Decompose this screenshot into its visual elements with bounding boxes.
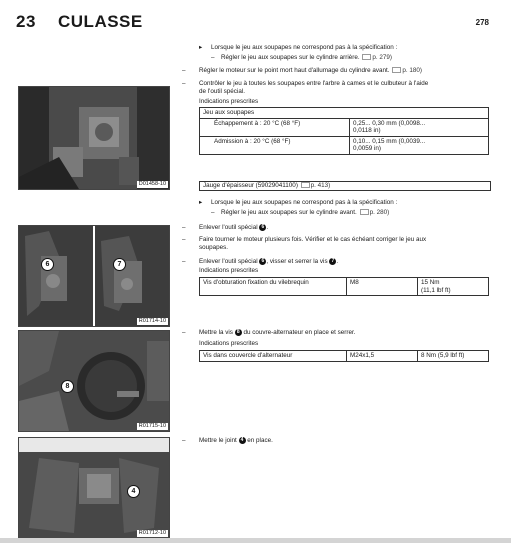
page-reference[interactable]: p. 280)	[369, 209, 390, 216]
page-reference[interactable]: p. 413)	[310, 182, 331, 189]
value-line: 0,10... 0,15 mm (0,0039...	[353, 137, 426, 145]
step-text	[199, 437, 273, 445]
engine-photo-tool-drawing	[19, 226, 169, 326]
table-row	[200, 278, 489, 296]
dash-icon: –	[211, 54, 215, 61]
table-cell-thread: M24x1,5	[347, 351, 418, 362]
page-ref-icon	[362, 54, 371, 60]
torque-line: 15 Nm	[421, 279, 440, 286]
page-ref-icon	[301, 182, 310, 188]
step-label: Mettre la vis	[199, 329, 233, 337]
step-text	[199, 258, 338, 266]
callout-4: 4	[127, 485, 140, 498]
table-cell-label: Échappement à : 20 °C (68 °F)	[200, 118, 350, 136]
photo-id-label: R01712-10	[138, 530, 166, 536]
callout-8: 8	[61, 380, 74, 393]
engine-photo-tool	[18, 225, 170, 327]
dash-icon: –	[182, 329, 186, 336]
page-number: 278	[475, 18, 489, 27]
number-badge: 8	[235, 329, 242, 336]
bottom-scrollbar[interactable]	[0, 538, 511, 543]
step-label: Enlever l'outil spécial	[199, 258, 258, 266]
value-line: 0,25... 0,30 mm (0,0098...	[353, 119, 426, 127]
number-badge: 6	[259, 258, 266, 265]
chapter-title: CULASSE	[58, 12, 143, 31]
condition-text: Lorsque le jeu aux soupapes ne correspond pas à la spécification :	[211, 199, 398, 206]
table-row	[200, 136, 489, 154]
photo-id-label: R01715-10	[138, 423, 166, 429]
step-label-end: .	[266, 224, 269, 232]
step-label-end: en place.	[247, 437, 273, 445]
number-badge: 4	[239, 437, 246, 444]
specification-heading: Indications prescrites	[199, 267, 259, 274]
step-text	[199, 329, 355, 337]
callout-7: 7	[113, 258, 126, 271]
page-ref-icon	[392, 67, 401, 73]
alternator-torque-table	[199, 350, 489, 362]
value-line: 0,0118 in)	[353, 127, 381, 134]
table-cell-part: Vis dans couvercle d'alternateur	[200, 351, 347, 362]
dash-icon: –	[182, 437, 186, 444]
dash-icon: –	[182, 224, 186, 231]
number-badge: 7	[329, 258, 336, 265]
table-cell-part: Vis d'obturation fixation du vilebrequin	[200, 278, 347, 296]
table-cell-value	[350, 118, 489, 136]
engine-photo-gasket-drawing	[19, 438, 169, 538]
step-label: Enlever l'outil spécial	[199, 224, 258, 232]
specification-heading: Indications prescrites	[199, 340, 259, 347]
callout-6: 6	[41, 258, 54, 271]
sub-step-label: Régler le jeu aux soupapes sur le cylindre arrière.	[221, 54, 360, 61]
condition-text: Lorsque le jeu aux soupapes ne correspond pas à la spécification :	[211, 44, 398, 51]
dash-icon: –	[182, 236, 186, 243]
step-text-line2: de l'outil spécial.	[199, 88, 246, 95]
step-text	[199, 67, 422, 75]
table-row	[200, 351, 489, 362]
dash-icon: –	[182, 67, 186, 74]
chapter-number: 23	[16, 12, 36, 31]
specification-heading: Indications prescrites	[199, 98, 259, 105]
sub-step-text	[221, 54, 392, 62]
torque-line: (11,1 lbf ft)	[421, 286, 451, 294]
bullet-icon: ▸	[199, 44, 203, 51]
tool-name: Jauge d'épaisseur (59029041100)	[203, 182, 298, 189]
step-label-mid: , visser et serrer la vis	[266, 258, 328, 266]
bullet-icon: ▸	[199, 199, 203, 206]
crankshaft-torque-table	[199, 277, 489, 296]
table-cell-value	[350, 136, 489, 154]
valve-clearance-table	[199, 107, 489, 155]
step-label-end: .	[336, 258, 339, 266]
dash-icon: –	[182, 258, 186, 265]
table-title: Jeu aux soupapes	[200, 108, 489, 119]
value-line: 0,0059 in)	[353, 145, 382, 152]
dash-icon: –	[211, 209, 215, 216]
engine-photo-alternator	[18, 330, 170, 432]
photo-id-label: R01714-10	[138, 318, 166, 324]
table-cell-label: Admission à : 20 °C (68 °F)	[200, 136, 350, 154]
engine-photo-alternator-drawing	[19, 331, 169, 431]
table-row	[200, 118, 489, 136]
step-label: Régler le moteur sur le point mort haut d'allumage du cylindre avant.	[199, 67, 390, 74]
step-label-end: du couvre-alternateur en place et serrer.	[243, 329, 356, 337]
table-cell-thread: M8	[347, 278, 418, 296]
step-text-line1: Contrôler le jeu à toutes les soupapes entre l'arbre à cames et le culbuteur à l'aide	[199, 80, 429, 87]
dash-icon: –	[182, 80, 186, 87]
step-text	[199, 224, 268, 232]
tool-reference-box	[199, 181, 491, 191]
step-label: Mettre le joint	[199, 437, 237, 445]
page-reference[interactable]: p. 279)	[372, 54, 392, 61]
engine-photo-gasket	[18, 437, 170, 539]
step-text-line1: Faire tourner le moteur plusieurs fois. Vérifier et le cas échéant corriger le jeu aux	[199, 236, 427, 243]
page-header	[16, 12, 489, 34]
table-cell-torque	[418, 278, 489, 296]
page-reference[interactable]: p. 180)	[402, 67, 422, 74]
engine-photo-valves	[18, 86, 170, 190]
engine-photo-valves-drawing	[19, 87, 169, 189]
number-badge: 6	[259, 224, 266, 231]
page-ref-icon	[360, 209, 369, 215]
step-text-line2: soupapes.	[199, 244, 229, 251]
table-cell-torque: 8 Nm (5,9 lbf ft)	[418, 351, 489, 362]
table-row	[200, 108, 489, 119]
photo-id-label: D01458-10	[138, 181, 166, 187]
sub-step-text	[221, 209, 389, 217]
sub-step-label: Régler le jeu aux soupapes sur le cylindre avant.	[221, 209, 357, 216]
